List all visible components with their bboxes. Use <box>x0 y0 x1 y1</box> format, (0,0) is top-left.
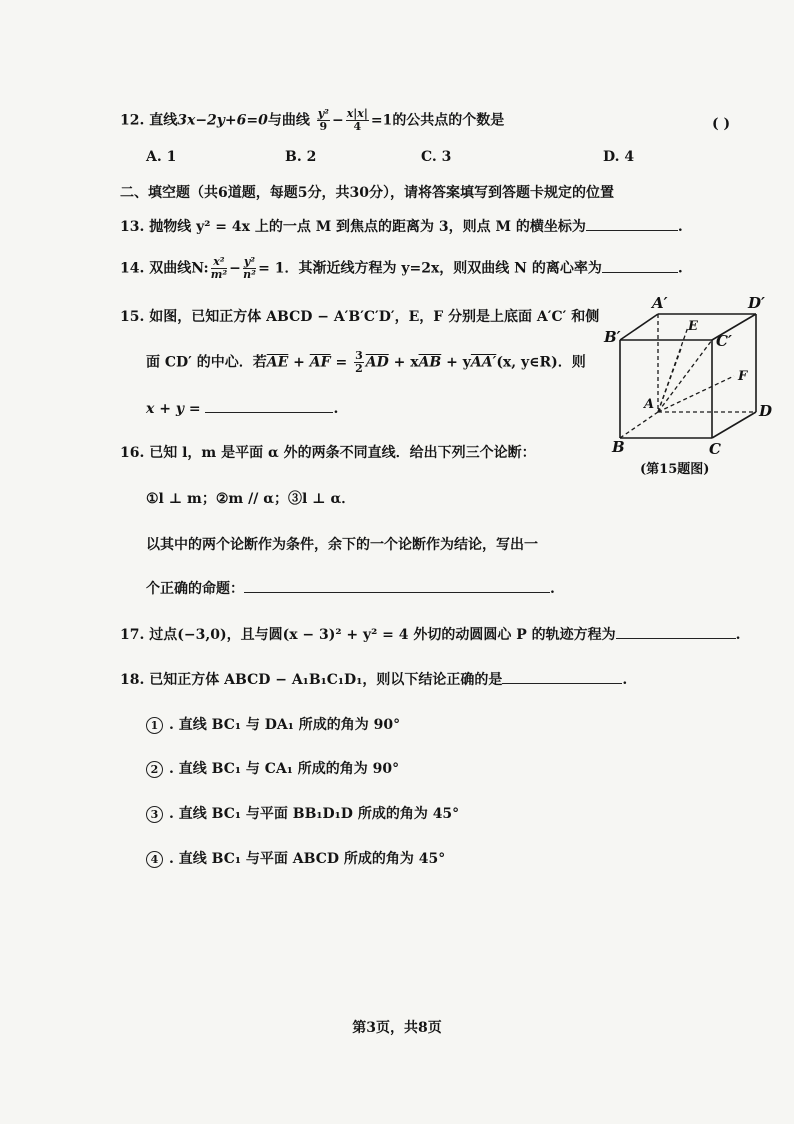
q14-number: 14. <box>120 260 145 277</box>
q13-line <box>120 216 683 236</box>
q15-text2a: 面 CD′ 的中心．若 <box>146 354 267 371</box>
q17-number: 17. <box>120 627 145 643</box>
q18-item-2-text: . 直线 BC₁ 与 CA₁ 所成的角为 90° <box>169 761 400 777</box>
label-f: F <box>738 369 748 384</box>
q15-eq: = <box>330 354 353 371</box>
q18-item-3-num: 3 <box>146 806 163 823</box>
q12-answer-paren: ( ) <box>712 116 731 132</box>
q15-mid: + x <box>388 354 419 371</box>
q12-option-b: B. 2 <box>285 149 317 165</box>
label-c: C <box>709 440 721 458</box>
label-d: D <box>759 402 773 420</box>
q12-eq: =1 <box>370 112 393 129</box>
q16-end: . <box>550 581 555 597</box>
q15-number: 15. <box>120 309 145 325</box>
q16-line4 <box>146 578 555 598</box>
q18-number: 18. <box>120 672 145 688</box>
q14-end: . <box>677 260 683 277</box>
q18-item-2-num: 2 <box>146 761 163 778</box>
edge-a1b1 <box>620 314 658 340</box>
q17-text: 过点(−3,0)，且与圆(x − 3)² + y² = 4 外切的动圆圆心 P 的轨迹方程为 <box>149 627 616 643</box>
q15-text3: x + y = <box>146 401 201 417</box>
label-a: A <box>644 397 655 412</box>
q17-answer-blank[interactable] <box>616 624 736 639</box>
q12-mid: 与曲线 <box>267 112 310 129</box>
label-c1: C′ <box>716 332 732 350</box>
q15-mid2: + y <box>441 354 471 371</box>
label-e: E <box>688 319 698 334</box>
label-b: B <box>612 438 625 456</box>
q13-text: 抛物线 y² = 4x 上的一点 M 到焦点的距离为 3，则点 M 的横坐标为 <box>149 219 586 235</box>
q18-end: . <box>622 672 628 688</box>
q15-line1 <box>120 306 599 326</box>
q16-text2: 以其中的两个论断作为条件，余下的一个论断作为结论，写出一 <box>146 537 538 553</box>
q16-claims: ①l ⊥ m；②m // α；③l ⊥ α． <box>146 491 356 507</box>
q13-answer-blank[interactable] <box>586 216 678 231</box>
q18-item-4 <box>146 848 445 868</box>
q17-line <box>120 624 741 644</box>
q12-minus: − <box>331 112 344 129</box>
label-d1: D′ <box>748 294 765 312</box>
section2-title: 二、填空题（共6道题，每题5分，共30分），请将答案填写到答题卡规定的位置 <box>120 185 614 201</box>
edge-cd <box>712 412 756 438</box>
q12-pre: 直线 <box>149 112 178 129</box>
q15-vec-aa: AA′ <box>470 354 497 371</box>
q12-option-a: A. 1 <box>146 149 177 165</box>
q15-text1: 如图，已知正方体 ABCD − A′B′C′D′，E，F 分别是上底面 A′C′ 和侧 <box>149 309 600 325</box>
q18-item-1-text: . 直线 BC₁ 与 DA₁ 所成的角为 90° <box>169 717 401 733</box>
q16-text1: 已知 l，m 是平面 α 外的两条不同直线．给出下列三个论断： <box>149 445 536 461</box>
q16-number: 16. <box>120 445 145 461</box>
q12-option-c: C. 3 <box>421 149 452 165</box>
q18-item-2 <box>146 758 399 778</box>
figure-caption: (第15题图) <box>640 462 710 477</box>
q14-pre: 双曲线N: <box>149 260 209 277</box>
page-footer: 第3页，共8页 <box>352 1020 442 1036</box>
q18-text: 已知正方体 ABCD − A₁B₁C₁D₁，则以下结论正确的是 <box>149 672 503 688</box>
q14-answer-blank[interactable] <box>602 258 678 273</box>
q15-plus: + <box>288 354 310 371</box>
q16-text3: 个正确的命题： <box>146 581 244 597</box>
q15-vec-af: $\overline{AF}$ <box>309 354 331 371</box>
q16-line1 <box>120 442 536 462</box>
q14-frac2: $\frac{\text{y²}}{\text{n²}}$ <box>243 255 256 281</box>
q18-item-4-num: 4 <box>146 851 163 868</box>
q14-minus: − <box>229 260 241 277</box>
line-af <box>658 376 734 412</box>
q16-answer-blank[interactable] <box>244 578 550 593</box>
q18-item-3 <box>146 803 459 823</box>
q13-end: . <box>677 219 683 235</box>
q12-frac1: $\frac{\text{y²}}{9}$ <box>317 107 329 133</box>
q15-line2 <box>146 350 586 375</box>
q14-line <box>120 256 683 281</box>
q15-answer-blank[interactable] <box>205 398 333 413</box>
q14-frac1: $\frac{\text{x²}}{\text{m²}}$ <box>210 255 228 281</box>
q18-item-1 <box>146 714 400 734</box>
q12-option-d: D. 4 <box>603 149 635 165</box>
cube-figure <box>600 290 780 480</box>
q15-cond: (x, y∈R)．则 <box>496 354 586 371</box>
q12-post: 的公共点的个数是 <box>392 112 505 129</box>
q13-number: 13. <box>120 219 145 235</box>
line-ac1 <box>658 340 712 412</box>
q15-vec-ad: $\overline{AD}$ <box>365 354 389 371</box>
label-a1: A′ <box>652 294 668 312</box>
q15-end: . <box>333 401 339 417</box>
q12-line <box>120 108 504 133</box>
q12-frac2: $\frac{x|x|}{4}$ <box>346 107 368 133</box>
q12-number: 12. <box>120 112 145 129</box>
q18-line <box>120 669 627 689</box>
label-b1: B′ <box>604 328 621 346</box>
q15-vec-ae: $\overline{AE}$ <box>266 354 289 371</box>
q14-post: = 1．其渐近线方程为 y=2x，则双曲线 N 的离心率为 <box>258 260 602 277</box>
edge-ab-hidden <box>620 412 658 438</box>
q17-end: . <box>735 627 741 643</box>
q18-item-3-text: . 直线 BC₁ 与平面 BB₁D₁D 所成的角为 45° <box>169 806 460 822</box>
q18-answer-blank[interactable] <box>502 669 622 684</box>
q12-line-eq: 3x−2y+6=0 <box>177 112 268 129</box>
q15-line3 <box>146 398 338 417</box>
q15-vec-ab: $\overline{AB}$ <box>418 354 442 371</box>
q18-item-4-text: . 直线 BC₁ 与平面 ABCD 所成的角为 45° <box>169 851 446 867</box>
q18-item-1-num: 1 <box>146 717 163 734</box>
q15-frac: $\frac{3}{2}$ <box>355 349 363 375</box>
